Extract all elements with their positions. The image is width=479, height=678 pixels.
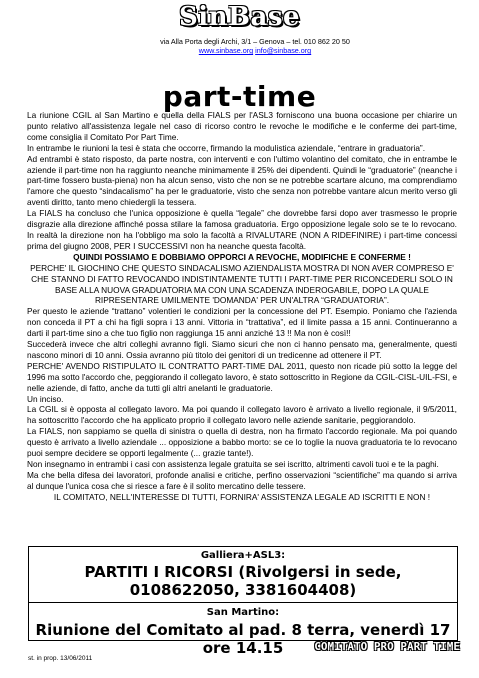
- email-link[interactable]: info@sinbase.org: [255, 46, 312, 55]
- contact-links: [115, 46, 395, 55]
- paragraph: In entrambe le riunioni la tesi è stata che occorre, firmando la modulistica aziendale, “entrare in graduatoria”.: [27, 142, 425, 153]
- paragraph: La CGIL si è opposta al collegato lavoro. Ma poi quando il collegato lavoro è arrivato a livello regionale, il 9/5/2011, ha sottoscritto l'accordo che ha applicato proprio il collegato lavoro nelle aziende sanitarie, peggiorandolo.: [27, 404, 457, 426]
- paragraph: Un inciso.: [27, 393, 64, 404]
- print-note: st. in prop. 13/06/2011: [28, 655, 93, 662]
- paragraph: La FIALS, non sappiamo se quella di sinistra o quella di destra, non ha firmato l'accordo regionale. Ma poi quando questo è arrivato a livello aziendale ... opposizione a babbo morto: se ce lo toglie la nuova graduatoria te lo revocano puoi sempre decidere se opporti legalmente (... grazie tante!).: [27, 426, 457, 459]
- paragraph: La FIALS ha concluso che l'unica opposizione è quella “legale” che dovrebbe farsi dopo aver trasmesso le proprie disgrazie alla direzione affinché possa stilare la famosa graduatoria. Ergo opposizione legale solo se te lo revocano. In realtà la direzione non ha l'obbligo ma solo la facoltà a RIVALUTARE (NON A RIDEFINIRE) i part-time concessi prima del giugno 2008, PER I SUCCESSIVI non ha neanche questa facoltà.: [27, 208, 457, 251]
- address-line: via Alla Porta degli Archi, 3/1 – Genova – tel. 010 862 20 50: [160, 37, 350, 46]
- paragraph: Per questo le aziende “trattano” volentieri le condizioni per la concessione del PT. Esempio. Poniamo che l'azienda non conceda il PT a chi ha figli sopra i 13 anni. Vittoria in “trattativa”, ed il limite passa a 15 anni. Continueranno a darti il part-time sino a che tuo figlio non raggiunga 15 anni anziché 13 !! Ma non è così!!: [27, 306, 457, 339]
- committee-badge: COMITATO PRO PART TIME: [314, 640, 460, 653]
- page-title: part-time: [162, 80, 317, 113]
- box-divider: [29, 602, 457, 603]
- paragraph: Ma che bella difesa dei lavoratori, profonde analisi e critiche, perfino osservazioni “scientifiche” ma quando si arriva al dunque l'unica cosa che si riesce a fare è il solito mercatino delle tessere.: [27, 469, 457, 491]
- paragraph: Ad entrambi è stato risposto, da parte nostra, con interventi e con l'ultimo volantino del comitato, che in entrambe le aziende il part-time non ha raggiunto neanche minimamente il 25% dei dipendenti. Quindi le “graduatorie” (neanche i part-time fossero busta-piena) non ha alcun senso, visto che non se ne potrebbe scartare alcuno, ma comprendiamo l'amore che questo “sindacalismo” ha per le graduatorie, visto che senza non potrebbe vantare alcun merito verso gli aventi diritto, tanto meno chiedergli la tessera.: [27, 153, 457, 208]
- box-heading-2: San Martino:: [206, 607, 280, 618]
- box-heading-1: Galliera+ASL3:: [200, 550, 286, 561]
- paragraph: PERCHE' AVENDO RISTIPULATO IL CONTRATTO PART-TIME DAL 2011, questo non ricade più sotto la legge del 1996 ma sotto l'accordo che, peggiorando il collegato lavoro, è stato sottoscritto in Regione da CGIL-CISL-UIL-FSI, e nelle aziende, di fatto, anche da tutti gli altri anelanti le graduatorie.: [27, 360, 457, 393]
- paragraph: Succederà invece che altri colleghi avranno figli. Siamo sicuri che non ci hanno pensato ma, generalmente, questi nascono minori di 10 anni. Ossia avranno più titolo dei genitori di un tredicenne ad ottenere il PT.: [27, 339, 457, 360]
- sinbase-logo: SinBase: [178, 2, 301, 32]
- closing-statement: IL COMITATO, NELL'INTERESSE DI TUTTI, FORNIRA' ASSISTENZA LEGALE AD ISCRITTI E NON !: [53, 491, 431, 502]
- headline-statement: QUINDI POSSIAMO E DOBBIAMO OPPORCI A REVOCHE, MODIFICHE E CONFERME !: [73, 251, 411, 262]
- paragraph: La riunione CGIL al San Martino e quella della FIALS per l'ASL3 forniscono una buona occasione per chiarire un punto relativo all'assistenza legale nel caso di ricorso contro le revoche le modifiche e le conferme dei part-time, come consiglia il Comitato Por Part Time.: [27, 110, 457, 142]
- caps-statement: PERCHE' IL GIOCHINO CHE QUESTO SINDACALISMO AZIENDALISTA MOSTRA DI NON AVER COMPRESO E' CHE STANNO DI FATTO REVOCANDO INDISTINTAMENTE TUTTI I PART-TIME PER RICONCEDERLI SOLO IN BASE ALLA NUOVA GRADUATORIA MA CON UNA SCADENZA INDEROGABILE, DOPO LA QUALE RIPRESENTARE UMILMENTE 'DOMANDA' PER UN'ALTRA “GRADUATORIA”.: [30, 262, 454, 306]
- box-line-riunione: Riunione del Comitato al pad. 8 terra, venerdì 17 ore 14.15: [35, 621, 451, 657]
- website-link[interactable]: www.sinbase.org: [198, 46, 254, 55]
- paragraph: Non insegnamo in entrambi i casi con assistenza legale gratuita se sei iscritto, altrimenti cavoli tuoi e te la paghi.: [27, 459, 439, 469]
- box-line-ricorsi: PARTITI I RICORSI (Rivolgersi in sede, 0108622050, 3381604408): [84, 563, 402, 599]
- body-text: [27, 110, 457, 503]
